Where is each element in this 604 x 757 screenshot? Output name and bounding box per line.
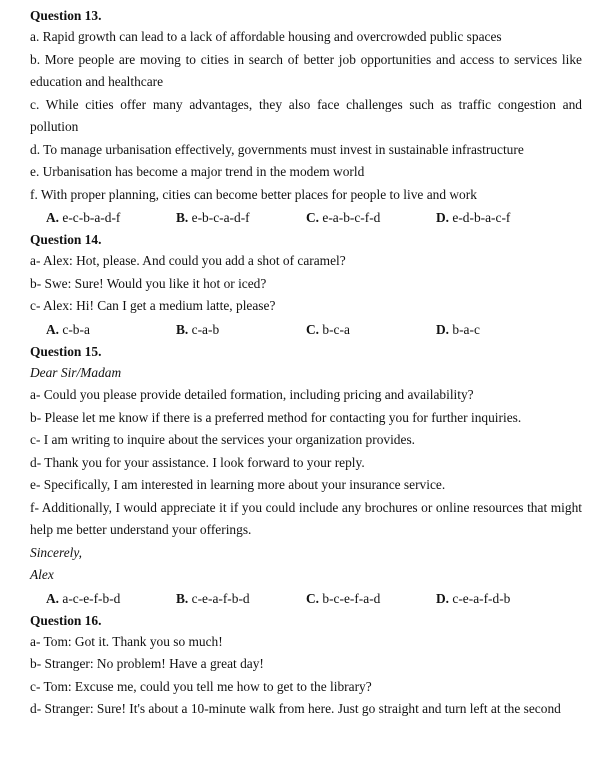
option-d[interactable]: D. b-a-c — [436, 321, 480, 337]
sentence-a: a- Could you please provide detailed formation, including pricing and availability? — [30, 387, 474, 402]
sentence-c: c- I am writing to inquire about the services your organization provides. — [30, 432, 416, 447]
dialogue-c: c- Tom: Excuse me, could you tell me how to get to the library? — [30, 678, 372, 694]
statement-a: a. Rapid growth can lead to a lack of affordable housing and overcrowded public spaces — [30, 29, 502, 44]
statement-e: e. Urbanisation has become a major trend in the modem world — [30, 164, 365, 179]
letter-signature: Alex — [30, 567, 54, 582]
statement-c: c. While cities offer many advantages, they also face challenges such as traffic congestion and pollution — [30, 96, 582, 134]
answer-options — [30, 318, 582, 342]
question-14 — [30, 230, 582, 342]
option-c[interactable]: C. e-a-b-c-f-d — [306, 210, 381, 225]
sentence-f: f- Additionally, I would appreciate it if you could include any brochures or online resources that might help me better understand your offerings. — [30, 499, 582, 537]
statement-f: f. With proper planning, cities can become better places for people to live and work — [30, 186, 477, 202]
option-b[interactable]: B. c-a-b — [176, 321, 220, 337]
statement-b: b. More people are moving to cities in search of better job opportunities and access to services like education and healthcare — [30, 51, 582, 89]
sentence-d: d- Thank you for your assistance. I look forward to your reply. — [30, 454, 365, 470]
option-d[interactable]: D. e-d-b-a-c-f — [436, 210, 511, 225]
option-b[interactable]: B. e-b-c-a-d-f — [176, 210, 250, 225]
letter-salutation: Dear Sir/Madam — [30, 364, 122, 380]
question-title: Question 14. — [30, 232, 102, 247]
option-a[interactable]: A. a-c-e-f-b-d — [46, 590, 121, 606]
option-c[interactable]: C. b-c-a — [306, 321, 350, 337]
sentence-e: e- Specifically, I am interested in learning more about your insurance service. — [30, 477, 446, 492]
answer-options — [30, 206, 582, 230]
option-c[interactable]: C. b-c-e-f-a-d — [306, 590, 381, 606]
question-15 — [30, 342, 582, 611]
question-title: Question 13. — [30, 8, 102, 23]
dialogue-b: b- Stranger: No problem! Have a great day! — [30, 656, 264, 671]
answer-options — [30, 587, 582, 611]
question-13 — [30, 6, 582, 230]
dialogue-c: c- Alex: Hi! Can I get a medium latte, please? — [30, 298, 276, 313]
dialogue-b: b- Swe: Sure! Would you like it hot or iced? — [30, 275, 267, 291]
dialogue-a: a- Alex: Hot, please. And could you add a shot of caramel? — [30, 253, 346, 268]
question-16 — [30, 611, 582, 721]
letter-closing: Sincerely, — [30, 544, 82, 560]
question-title: Question 15. — [30, 343, 102, 359]
sentence-b: b- Please let me know if there is a preferred method for contacting you for further inquiries. — [30, 409, 522, 425]
option-a[interactable]: A. c-b-a — [46, 321, 90, 337]
statement-d: d. To manage urbanisation effectively, governments must invest in sustainable infrastructure — [30, 141, 524, 157]
dialogue-d: d- Stranger: Sure! It's about a 10-minute walk from here. Just go straight and turn left at the second — [30, 701, 561, 716]
option-a[interactable]: A. e-c-b-a-d-f — [46, 210, 121, 225]
option-d[interactable]: D. c-e-a-f-d-b — [436, 590, 511, 606]
dialogue-a: a- Tom: Got it. Thank you so much! — [30, 633, 223, 649]
option-b[interactable]: B. c-e-a-f-b-d — [176, 590, 250, 606]
question-title: Question 16. — [30, 612, 102, 628]
